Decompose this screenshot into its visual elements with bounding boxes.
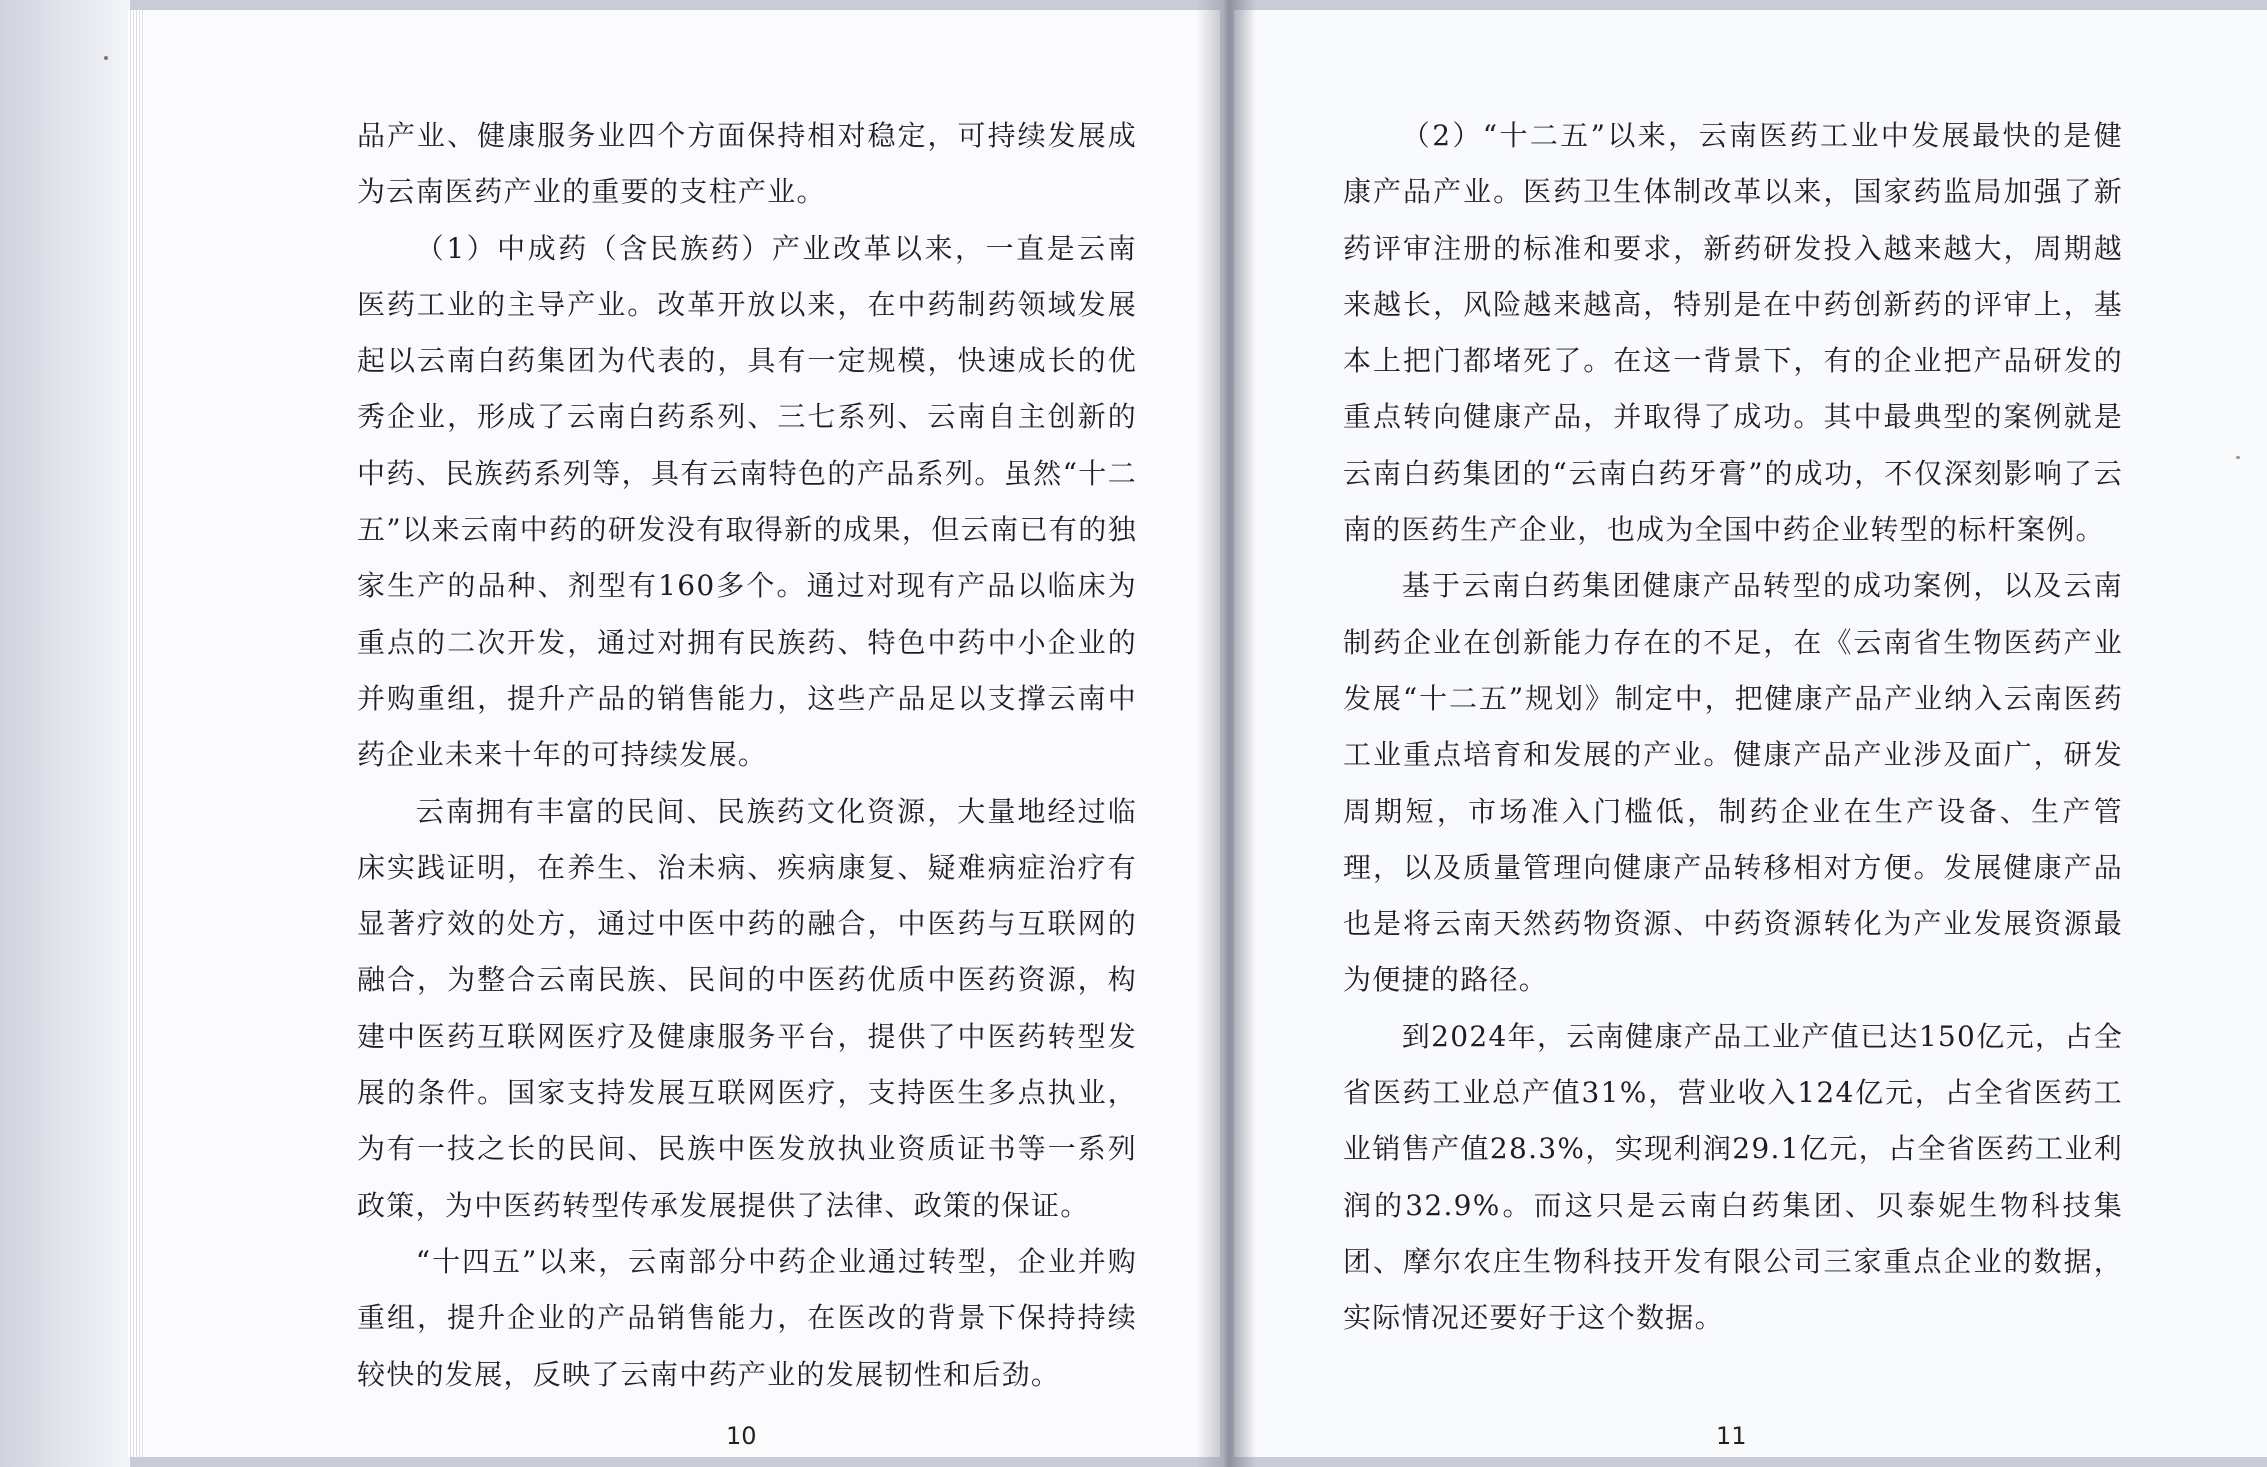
book-gutter [1196,0,1256,1467]
paragraph: 到2024年，云南健康产品工业产值已达150亿元，占全省医药工业总产值31%，营业收入124亿元，占全省医药工业销售产值28.3%，实现利润29.1亿元，占全省医药工业利润的32.9%。而这只是云南白药集团、贝泰妮生物科技集团、摩尔农庄生物科技开发有限公司三家重点企业的数据，实际情况还要好于这个数据。 [1343,1019,2123,1335]
paragraph: 云南拥有丰富的民间、民族药文化资源，大量地经过临床实践证明，在养生、治未病、疾病康复、疑难病症治疗有显著疗效的处方，通过中医中药的融合，中医药与互联网的融合，为整合云南民族、民间的中医药优质中医药资源，构建中医药互联网医疗及健康服务平台，提供了中医药转型发展的条件。国家支持发展互联网医疗，支持医生多点执业，为有一技之长的民间、民族中医发放执业资质证书等一系列政策，为中医药转型传承发展提供了法律、政策的保证。 [357,794,1137,1222]
page-number: 10 [726,1422,757,1450]
paragraph: （1）中成药（含民族药）产业改革以来，一直是云南医药工业的主导产业。改革开放以来，在中药制药领域发展起以云南白药集团为代表的，具有一定规模，快速成长的优秀企业，形成了云南白药系列、三七系列、云南自主创新的中药、民族药系列等，具有云南特色的产品系列。虽然“十二五”以来云南中药的研发没有取得新的成果，但云南已有的独家生产的品种、剂型有160多个。通过对现有产品以临床为重点的二次开发，通过对拥有民族药、特色中药中小企业的并购重组，提升产品的销售能力，这些产品足以支撑云南中药企业未来十年的可持续发展。 [357,231,1137,772]
paragraph: “十四五”以来，云南部分中药企业通过转型，企业并购重组，提升企业的产品销售能力，在医改的背景下保持持续较快的发展，反映了云南中药产业的发展韧性和后劲。 [357,1244,1137,1391]
scan-speck [104,56,108,60]
page-stack-lines [128,10,144,1457]
page-number: 11 [1716,1422,1747,1450]
paragraph: 品产业、健康服务业四个方面保持相对稳定，可持续发展成为云南医药产业的重要的支柱产业。 [357,119,1137,209]
page-stack-edge [0,0,130,1467]
paragraph: （2）“十二五”以来，云南医药工业中发展最快的是健康产品产业。医药卫生体制改革以来，国家药监局加强了新药评审注册的标准和要求，新药研发投入越来越大，周期越来越长，风险越来越高，特别是在中药创新药的评审上，基本上把门都堵死了。在这一背景下，有的企业把产品研发的重点转向健康产品，并取得了成功。其中最典型的案例就是云南白药集团的“云南白药牙膏”的成功，不仅深刻影响了云南的医药生产企业，也成为全国中药企业转型的标杆案例。 [1343,119,2123,547]
left-page-text [357,108,1137,1403]
scan-speck [2236,456,2240,459]
right-page-text [1343,108,2123,1347]
paragraph: 基于云南白药集团健康产品转型的成功案例，以及云南制药企业在创新能力存在的不足，在《云南省生物医药产业发展“十二五”规划》制定中，把健康产品产业纳入云南医药工业重点培育和发展的产业。健康产品产业涉及面广，研发周期短，市场准入门槛低，制药企业在生产设备、生产管理，以及质量管理向健康产品转移相对方便。发展健康产品也是将云南天然药物资源、中药资源转化为产业发展资源最为便捷的路径。 [1343,569,2123,997]
